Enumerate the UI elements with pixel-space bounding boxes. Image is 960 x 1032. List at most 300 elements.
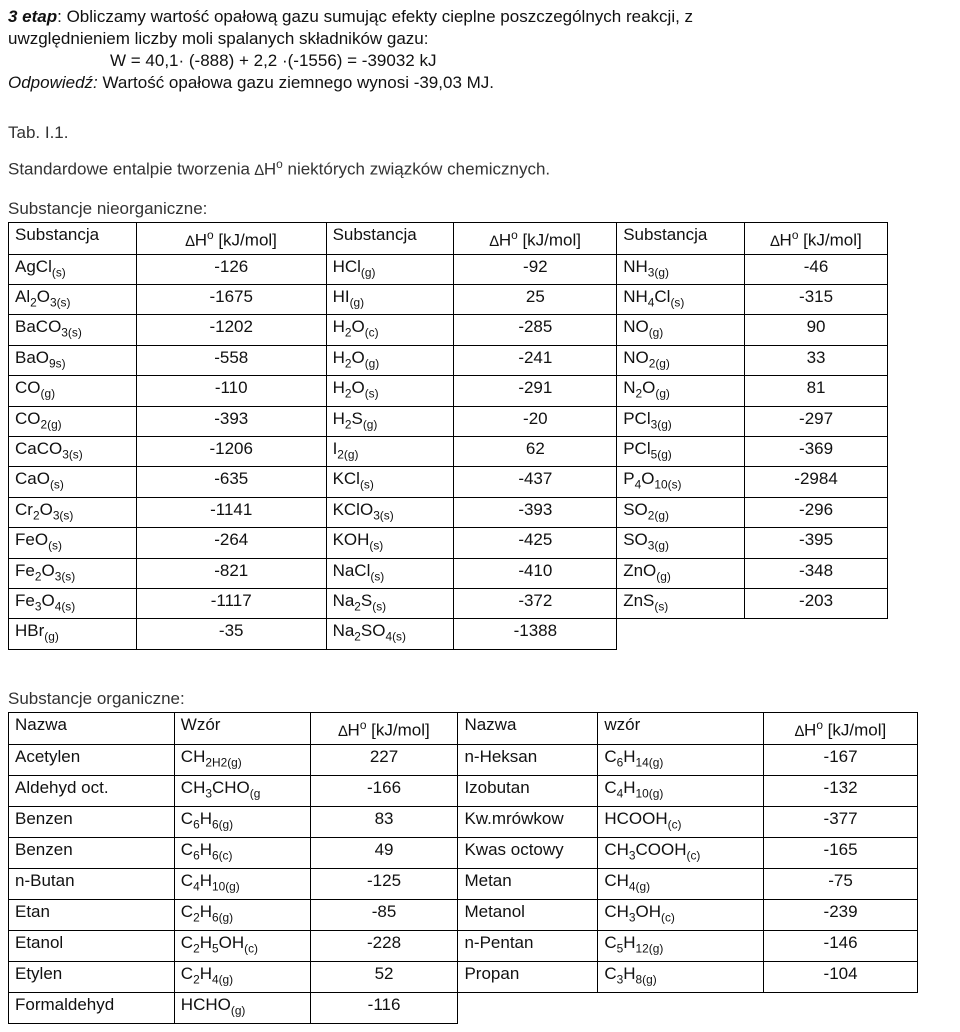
substance-formula (9, 528, 137, 558)
substance-formula (326, 254, 454, 284)
substance-formula (617, 345, 745, 375)
enthalpy-h: H (263, 159, 277, 179)
formula-part: H (199, 808, 212, 828)
formula-subscript: 5 (616, 941, 624, 956)
table-title-start: Standardowe entalpie tworzenia (8, 159, 255, 179)
substance-formula (9, 254, 137, 284)
formula-subscript: 8(g) (635, 972, 657, 987)
formula-part: N (623, 378, 636, 398)
formula-state: 4(s) (54, 599, 76, 614)
formula-part: O (351, 317, 365, 337)
substance-formula (326, 619, 454, 649)
formula-subscript: 2 (32, 508, 40, 523)
compound-name: Benzen (9, 806, 175, 837)
formula-part: H (199, 839, 212, 859)
formula-part: H (623, 932, 636, 952)
formula-subscript: 2 (30, 295, 37, 310)
formula-state: (g) (362, 417, 378, 431)
formula-state: 3(s) (61, 325, 82, 340)
delta-symbol: ∆ (770, 232, 780, 250)
enthalpy-value: -297 (745, 406, 888, 436)
substance-formula (9, 467, 137, 497)
header-formula-1: Wzór (174, 713, 310, 745)
formula-subscript: 3 (34, 599, 42, 614)
enthalpy-value: -116 (310, 992, 458, 1023)
inorganic-row (9, 376, 888, 406)
formula-part: PCl (623, 439, 651, 458)
enthalpy-value: -285 (454, 315, 617, 345)
formula-subscript: (c) (661, 910, 675, 925)
organic-heading: Substancje organiczne: (8, 689, 185, 708)
degree-sup: o (206, 228, 214, 242)
formula-state: (s) (372, 599, 387, 614)
compound-name: Metanol (458, 899, 598, 930)
formula-part: C (604, 963, 617, 983)
stage-text: : Obliczamy wartość opałową gazu sumując efekty cieplne poszczególnych reakcji, z (57, 7, 694, 26)
formula-state: 9s) (49, 356, 66, 371)
formula-state: 3(g) (650, 417, 672, 431)
delta-symbol: ∆ (489, 232, 499, 250)
substance-formula (617, 558, 745, 588)
compound-name: n-Heksan (458, 744, 598, 775)
enthalpy-value: -166 (310, 775, 458, 806)
delta-symbol: ∆ (338, 722, 348, 740)
organic-row (9, 775, 918, 806)
formula-subscript: 2 (344, 325, 352, 340)
inorganic-row (9, 588, 888, 618)
formula-subscript: 2 (354, 629, 361, 644)
inorganic-row (9, 619, 888, 649)
formula-subscript: H (211, 755, 221, 770)
substance-formula (617, 528, 745, 558)
formula-part: OH (635, 901, 662, 921)
compound-formula (598, 806, 764, 837)
table-number: Tab. I.1. (8, 123, 69, 142)
enthalpy-value: -1388 (454, 619, 617, 649)
compound-name: Etanol (9, 930, 175, 961)
formula-part: FeO (15, 530, 49, 550)
formula-part: CaO (15, 469, 50, 489)
formula-state: 5(g) (650, 447, 672, 462)
formula-subscript: 2 (635, 386, 643, 401)
enthalpy-value: -110 (136, 376, 326, 406)
formula-part: C (604, 746, 617, 766)
formula-subscript: (g) (230, 1003, 246, 1018)
compound-formula (598, 744, 764, 775)
enthalpy-value: -1206 (136, 437, 326, 467)
formula-subscript: 12(g) (635, 941, 664, 956)
enthalpy-value: -165 (764, 837, 918, 868)
table-title (8, 153, 550, 182)
formula-part: ZnO (623, 560, 657, 580)
enthalpy-h: H (194, 230, 207, 250)
header-enthalpy-3 (745, 223, 888, 255)
inorganic-row (9, 285, 888, 315)
formula-subscript: (g (249, 786, 261, 801)
formula-part: CO (15, 378, 41, 398)
organic-table (8, 712, 918, 1024)
substance-formula (9, 588, 137, 618)
formula-part: COOH (635, 839, 687, 859)
formula-part: KClO (332, 499, 374, 519)
compound-name: Kwas octowy (458, 837, 598, 868)
inorganic-row (9, 558, 888, 588)
formula-part: HI (332, 287, 350, 307)
organic-row (9, 992, 918, 1023)
compound-formula (598, 899, 764, 930)
empty-cell (617, 619, 745, 649)
substance-formula (9, 619, 137, 649)
formula-part: H (623, 777, 636, 797)
formula-state: 3(g) (647, 538, 669, 553)
formula-part: O (36, 287, 50, 307)
formula-subscript: 3 (628, 848, 636, 863)
formula-part: C (180, 839, 194, 859)
enthalpy-unit: [kJ/mol] (366, 720, 430, 740)
formula-subscript: (c) (686, 848, 701, 863)
enthalpy-unit: [kJ/mol] (213, 230, 277, 250)
formula-part: C (180, 901, 194, 921)
formula-subscript: 2 (205, 755, 212, 770)
compound-formula (174, 775, 310, 806)
organic-row (9, 899, 918, 930)
compound-name: Formaldehyd (9, 992, 175, 1023)
formula-part: P (623, 469, 635, 489)
formula-part: CH (604, 870, 629, 890)
formula-part: NH (623, 287, 648, 307)
inorganic-heading: Substancje nieorganiczne: (8, 199, 208, 218)
enthalpy-value: -203 (745, 588, 888, 618)
formula-subscript: 2 (344, 417, 352, 431)
formula-part: C (180, 932, 194, 952)
substance-formula (617, 285, 745, 315)
substance-formula (617, 588, 745, 618)
formula-part: HCl (332, 256, 361, 276)
inorganic-row (9, 497, 888, 527)
enthalpy-value: -92 (454, 254, 617, 284)
header-enthalpy-2 (764, 713, 918, 745)
substance-formula (9, 315, 137, 345)
formula-subscript: 2 (344, 356, 352, 371)
inorganic-row (9, 528, 888, 558)
formula-part: C (180, 870, 194, 890)
enthalpy-value: -348 (745, 558, 888, 588)
formula-part: CO (15, 408, 41, 428)
organic-row (9, 837, 918, 868)
formula-state: (g) (349, 295, 365, 310)
formula-part: SO (623, 499, 648, 519)
enthalpy-value: -35 (136, 619, 326, 649)
organic-row (9, 806, 918, 837)
enthalpy-h: H (498, 230, 512, 250)
formula-part: HCOOH (604, 808, 668, 828)
enthalpy-value: 25 (454, 285, 617, 315)
formula-part: Al (15, 287, 31, 307)
formula-subscript: (c) (667, 817, 682, 832)
enthalpy-value: -395 (745, 528, 888, 558)
degree-sup: o (276, 157, 283, 171)
inorganic-row (9, 467, 888, 497)
formula-part: H (193, 746, 206, 766)
formula-part: Na (332, 590, 355, 610)
formula-part: NO (623, 347, 649, 367)
enthalpy-value: -372 (454, 588, 617, 618)
substance-formula (617, 406, 745, 436)
compound-name: Etan (9, 899, 175, 930)
formula-part: H (332, 317, 345, 337)
formula-subscript: 3 (205, 786, 212, 801)
formula-part: O (351, 347, 365, 367)
enthalpy-h: H (347, 720, 360, 740)
formula-state: (g) (648, 325, 664, 340)
formula-part: CHO (211, 777, 250, 797)
degree-sup: o (359, 718, 367, 732)
compound-formula (174, 930, 310, 961)
formula-state: 3(s) (62, 447, 83, 462)
enthalpy-value: -425 (454, 528, 617, 558)
formula-subscript: 2(g) (220, 755, 242, 770)
formula-subscript: 10(g) (211, 879, 240, 894)
inorganic-row (9, 437, 888, 467)
enthalpy-value: -125 (310, 868, 458, 899)
compound-name: n-Pentan (458, 930, 598, 961)
enthalpy-value: -1141 (136, 497, 326, 527)
formula-subscript: 2 (193, 972, 200, 987)
organic-table-body (9, 713, 918, 1024)
formula-part: CH (604, 839, 629, 859)
enthalpy-value: 90 (745, 315, 888, 345)
enthalpy-value: -315 (745, 285, 888, 315)
formula-part: O (39, 499, 53, 519)
compound-name: Etylen (9, 961, 175, 992)
enthalpy-value: -410 (454, 558, 617, 588)
formula-part: H (199, 932, 212, 952)
formula-part: BaCO (15, 317, 62, 337)
enthalpy-h: H (804, 720, 817, 740)
organic-row (9, 744, 918, 775)
substance-formula (326, 345, 454, 375)
substance-formula (326, 497, 454, 527)
enthalpy-value: -75 (764, 868, 918, 899)
substance-formula (326, 376, 454, 406)
enthalpy-h: H (779, 230, 792, 250)
substance-formula (617, 497, 745, 527)
compound-name: Izobutan (458, 775, 598, 806)
formula-part: ZnS (623, 590, 655, 610)
header-substance-3: Substancja (617, 223, 745, 255)
substance-formula (326, 406, 454, 436)
enthalpy-value: -126 (136, 254, 326, 284)
formula-part: C (180, 808, 194, 828)
formula-part: H (623, 746, 636, 766)
enthalpy-value: -241 (454, 345, 617, 375)
delta-symbol: ∆ (254, 161, 264, 179)
enthalpy-value: -291 (454, 376, 617, 406)
formula-state: 3(s) (52, 508, 74, 523)
enthalpy-value: -296 (745, 497, 888, 527)
empty-cell (598, 992, 764, 1023)
header-enthalpy-1 (136, 223, 326, 255)
formula-part: O (41, 590, 55, 610)
formula-part: H (199, 901, 212, 921)
enthalpy-value: -228 (310, 930, 458, 961)
formula-part: H (199, 963, 212, 983)
degree-sup: o (816, 718, 823, 732)
substance-formula (617, 315, 745, 345)
formula-state: 3(s) (373, 508, 394, 523)
formula-subscript: 2 (34, 568, 42, 583)
formula-part: CaCO (15, 439, 63, 458)
enthalpy-value: -239 (764, 899, 918, 930)
formula-state: 2(g) (647, 508, 669, 523)
enthalpy-value: -393 (136, 406, 326, 436)
compound-name: Metan (458, 868, 598, 899)
formula-subscript: 2 (193, 941, 200, 956)
answer-text: Wartość opałowa gazu ziemnego wynosi -39,03 MJ. (97, 73, 495, 92)
formula-part: NO (623, 317, 649, 337)
enthalpy-unit: [kJ/mol] (822, 720, 887, 740)
formula-part: Fe (15, 590, 35, 610)
compound-formula (598, 961, 764, 992)
header-name-1: Nazwa (9, 713, 175, 745)
formula-part: NH (623, 256, 648, 276)
empty-cell (458, 992, 598, 1023)
formula-part: Cr (15, 499, 33, 519)
formula-subscript: 6(g) (211, 910, 234, 925)
compound-formula (598, 775, 764, 806)
formula-state: 2(g) (40, 417, 62, 431)
inorganic-table (8, 222, 888, 650)
table-title-end: niektórych związków chemicznych. (282, 159, 551, 179)
formula-part: KOH (332, 530, 370, 550)
inorganic-row (9, 315, 888, 345)
enthalpy-value: -132 (764, 775, 918, 806)
enthalpy-value: -1675 (136, 285, 326, 315)
formula-state: 2(g) (648, 356, 670, 371)
substance-formula (326, 558, 454, 588)
substance-formula (9, 345, 137, 375)
formula-subscript: 4 (634, 477, 642, 492)
enthalpy-value: -377 (764, 806, 918, 837)
formula-subscript: 4 (616, 786, 624, 801)
formula-state: (g) (40, 386, 56, 401)
formula-part: SO (360, 621, 386, 641)
formula-part: SO (623, 530, 648, 550)
formula-state: 2(g) (337, 447, 359, 462)
substance-formula (326, 437, 454, 467)
enthalpy-value: 81 (745, 376, 888, 406)
enthalpy-value: 62 (454, 437, 617, 467)
inorganic-row (9, 254, 888, 284)
formula-state: (s) (370, 568, 385, 583)
substance-formula (326, 588, 454, 618)
compound-formula (174, 899, 310, 930)
formula-subscript: 4 (193, 879, 200, 894)
formula-subscript: 5 (211, 941, 219, 956)
formula-subscript: 6(g) (211, 817, 234, 832)
organic-row (9, 930, 918, 961)
equation: W = 40,1· (-888) + 2,2 ·(-1556) = -39032 kJ (110, 51, 437, 70)
formula-state: (s) (51, 265, 66, 280)
enthalpy-value: -146 (764, 930, 918, 961)
substance-formula (9, 376, 137, 406)
inorganic-table-body (9, 223, 888, 650)
intro-line-2: uwzględnieniem liczby moli spalanych składników gazu: (8, 29, 429, 48)
delta-symbol: ∆ (185, 232, 195, 250)
formula-part: Fe (15, 560, 35, 580)
enthalpy-value: -558 (136, 345, 326, 375)
formula-part: CH (180, 777, 206, 797)
substance-formula (326, 467, 454, 497)
formula-part: H (199, 870, 212, 890)
enthalpy-unit: [kJ/mol] (517, 230, 582, 250)
enthalpy-value: -264 (136, 528, 326, 558)
formula-state: (c) (364, 325, 379, 340)
substance-formula (617, 437, 745, 467)
formula-part: HCHO (180, 994, 231, 1014)
enthalpy-value: -20 (454, 406, 617, 436)
enthalpy-value: 49 (310, 837, 458, 868)
inorganic-row (9, 345, 888, 375)
formula-subscript: 4(g) (211, 972, 234, 987)
formula-part: S (351, 408, 363, 428)
enthalpy-value: -104 (764, 961, 918, 992)
formula-subscript: 3 (616, 972, 624, 987)
formula-state: (s) (359, 477, 374, 492)
compound-name: Acetylen (9, 744, 175, 775)
formula-subscript: 4(g) (628, 879, 651, 894)
substance-formula (617, 467, 745, 497)
compound-formula (174, 806, 310, 837)
compound-formula (598, 868, 764, 899)
formula-subscript: 6 (193, 817, 200, 832)
formula-state: 3(s) (49, 295, 71, 310)
formula-subscript: 6 (616, 755, 624, 770)
header-substance-2: Substancja (326, 223, 454, 255)
formula-state: 10(s) (654, 477, 682, 492)
enthalpy-value: -369 (745, 437, 888, 467)
formula-state: (s) (670, 295, 685, 310)
formula-part: O (642, 378, 656, 398)
enthalpy-unit: [kJ/mol] (798, 230, 862, 250)
inorganic-row (9, 406, 888, 436)
substance-formula (326, 285, 454, 315)
formula-part: OH (218, 932, 245, 952)
enthalpy-value: 33 (745, 345, 888, 375)
formula-subscript: 2 (354, 599, 361, 614)
header-formula-2: wzór (598, 713, 764, 745)
formula-part: Na (332, 621, 355, 641)
compound-formula (174, 992, 310, 1023)
compound-name: n-Butan (9, 868, 175, 899)
compound-name: Benzen (9, 837, 175, 868)
organic-row (9, 961, 918, 992)
substance-formula (9, 406, 137, 436)
formula-state: (s) (49, 477, 64, 492)
header-enthalpy-2 (454, 223, 617, 255)
formula-state: (g) (44, 629, 59, 644)
compound-formula (598, 837, 764, 868)
organic-header-row (9, 713, 918, 745)
formula-state: (s) (48, 538, 62, 553)
enthalpy-value: -821 (136, 558, 326, 588)
compound-formula (174, 837, 310, 868)
compound-formula (598, 930, 764, 961)
compound-formula (174, 744, 310, 775)
formula-subscript: 4 (647, 295, 655, 310)
formula-part: C (180, 963, 194, 983)
compound-name: Propan (458, 961, 598, 992)
